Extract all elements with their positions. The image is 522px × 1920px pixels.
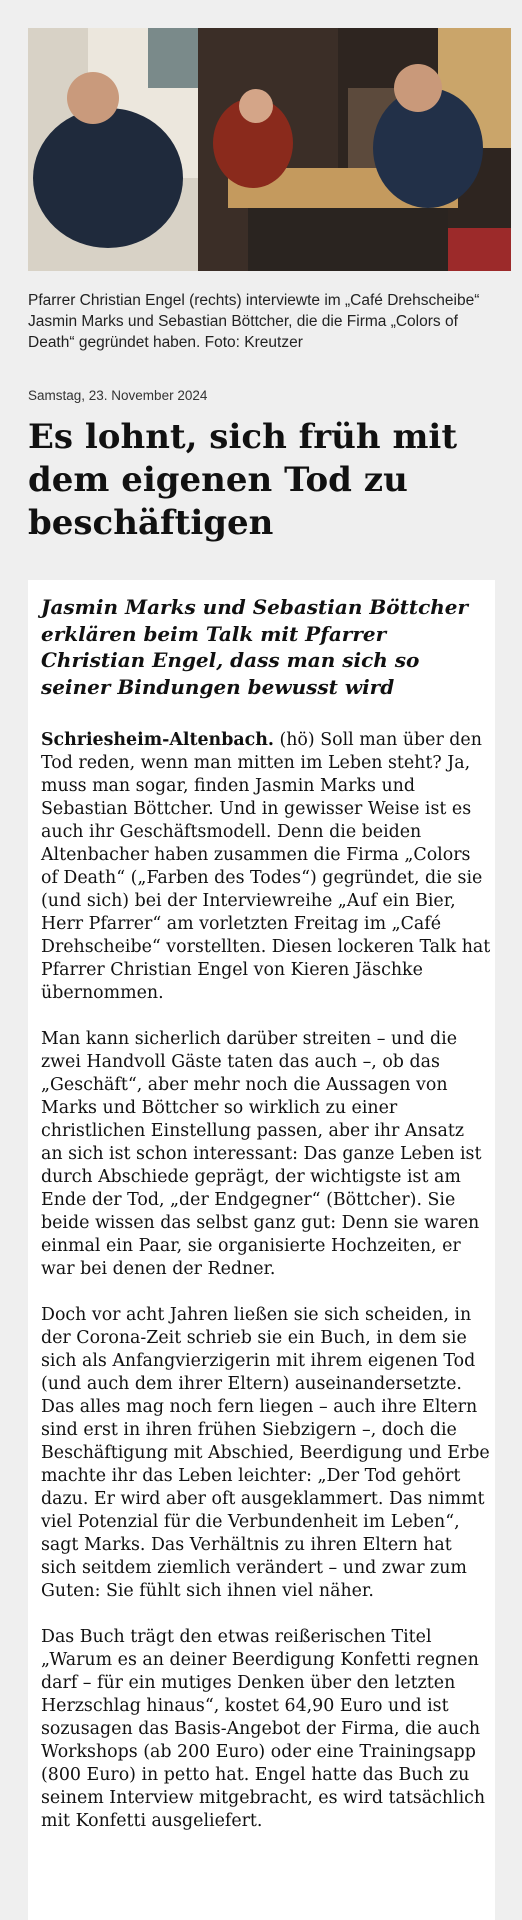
article-body-card xyxy=(28,580,495,1920)
article-body xyxy=(41,729,491,1856)
photo-caption: Pfarrer Christian Engel (rechts) interviewte im „Café Drehscheibe“ Jasmin Marks und Sebastian Böttcher, die die Firma „Colors of Death“ gegründet haben. Foto: Kreutzer xyxy=(28,292,480,351)
paragraph-2: Man kann sicherlich darüber streiten – und die zwei Handvoll Gäste taten das auch –, ob das „Geschäft“, aber mehr noch die Aussagen von Marks und Böttcher so wirklich zu einer christlichen Einstellung passen, aber ihr Ansatz an sich ist schon interessant: Das ganze Leben ist durch Abschiede geprägt, der wichtigste ist am Ende der Tod, „der Endgegner“ (Böttcher). Sie beide wissen das selbst ganz gut: Denn sie waren einmal ein Paar, sie organisierte Hochzeiten, er war bei denen der Redner. xyxy=(41,1029,482,1279)
photo-illustration xyxy=(28,28,511,271)
article-headline: Es lohnt, sich früh mit dem eigenen Tod zu beschäftigen xyxy=(28,417,458,543)
paragraph-1 xyxy=(41,729,491,1005)
dateline: Schriesheim-Altenbach. xyxy=(41,730,274,750)
paragraph-3: Doch vor acht Jahren ließen sie sich scheiden, in der Corona-Zeit schrieb sie ein Buch, in dem sie sich als Anfangvierzigerin mit ihrem eigenen Tod (und auch dem ihrer Eltern) auseinandersetzte. Das alles mag noch fern liegen – auch ihre Eltern sind erst in ihren frühen Siebzigern –, doch die Beschäftigung mit Abschied, Beerdigung und Erbe machte ihr das Leben leichter: „Der Tod gehört dazu. Er wird aber oft ausgeklammert. Das nimmt viel Potenzial für die Verbundenheit im Leben“, sagt Marks. Das Verhältnis zu ihren Eltern hat sich seitdem ziemlich verändert – und zwar zum Guten: Sie fühlt sich ihnen viel näher. xyxy=(41,1305,490,1601)
publish-date: Samstag, 23. November 2024 xyxy=(28,388,208,403)
article-teaser: Jasmin Marks und Sebastian Böttcher erklären beim Talk mit Pfarrer Christian Engel, dass man sich so seiner Bindungen bewusst wird xyxy=(41,595,469,699)
article-photo[interactable] xyxy=(28,28,511,271)
paragraph-4: Das Buch trägt den etwas reißerischen Titel „Warum es an deiner Beerdigung Konfetti regnen darf – für ein mutiges Denken über den letzten Herzschlag hinaus“, kostet 64,90 Euro und ist sozusagen das Basis-Angebot der Firma, die auch Workshops (ab 200 Euro) oder eine Trainingsapp (800 Euro) in petto hat. Engel hatte das Buch zu seinem Interview mitgebracht, es wird tatsächlich mit Konfetti ausgeliefert. xyxy=(41,1627,486,1831)
paragraph-1-text: (hö) Soll man über den Tod reden, wenn man mitten im Leben steht? Ja, muss man sogar, finden Jasmin Marks und Sebastian Böttcher. Und in gewisser Weise ist es auch ihr Geschäftsmodell. Denn die beiden Altenbacher haben zusammen die Firma „Colors of Death“ („Farben des Todes“) gegründet, die sie (und sich) bei der Interviewreihe „Auf ein Bier, Herr Pfarrer“ am vorletzten Freitag im „Café Drehscheibe“ vorstellten. Diesen lockeren Talk hat Pfarrer Christian Engel von Kieren Jäschke übernommen. xyxy=(41,730,491,1003)
